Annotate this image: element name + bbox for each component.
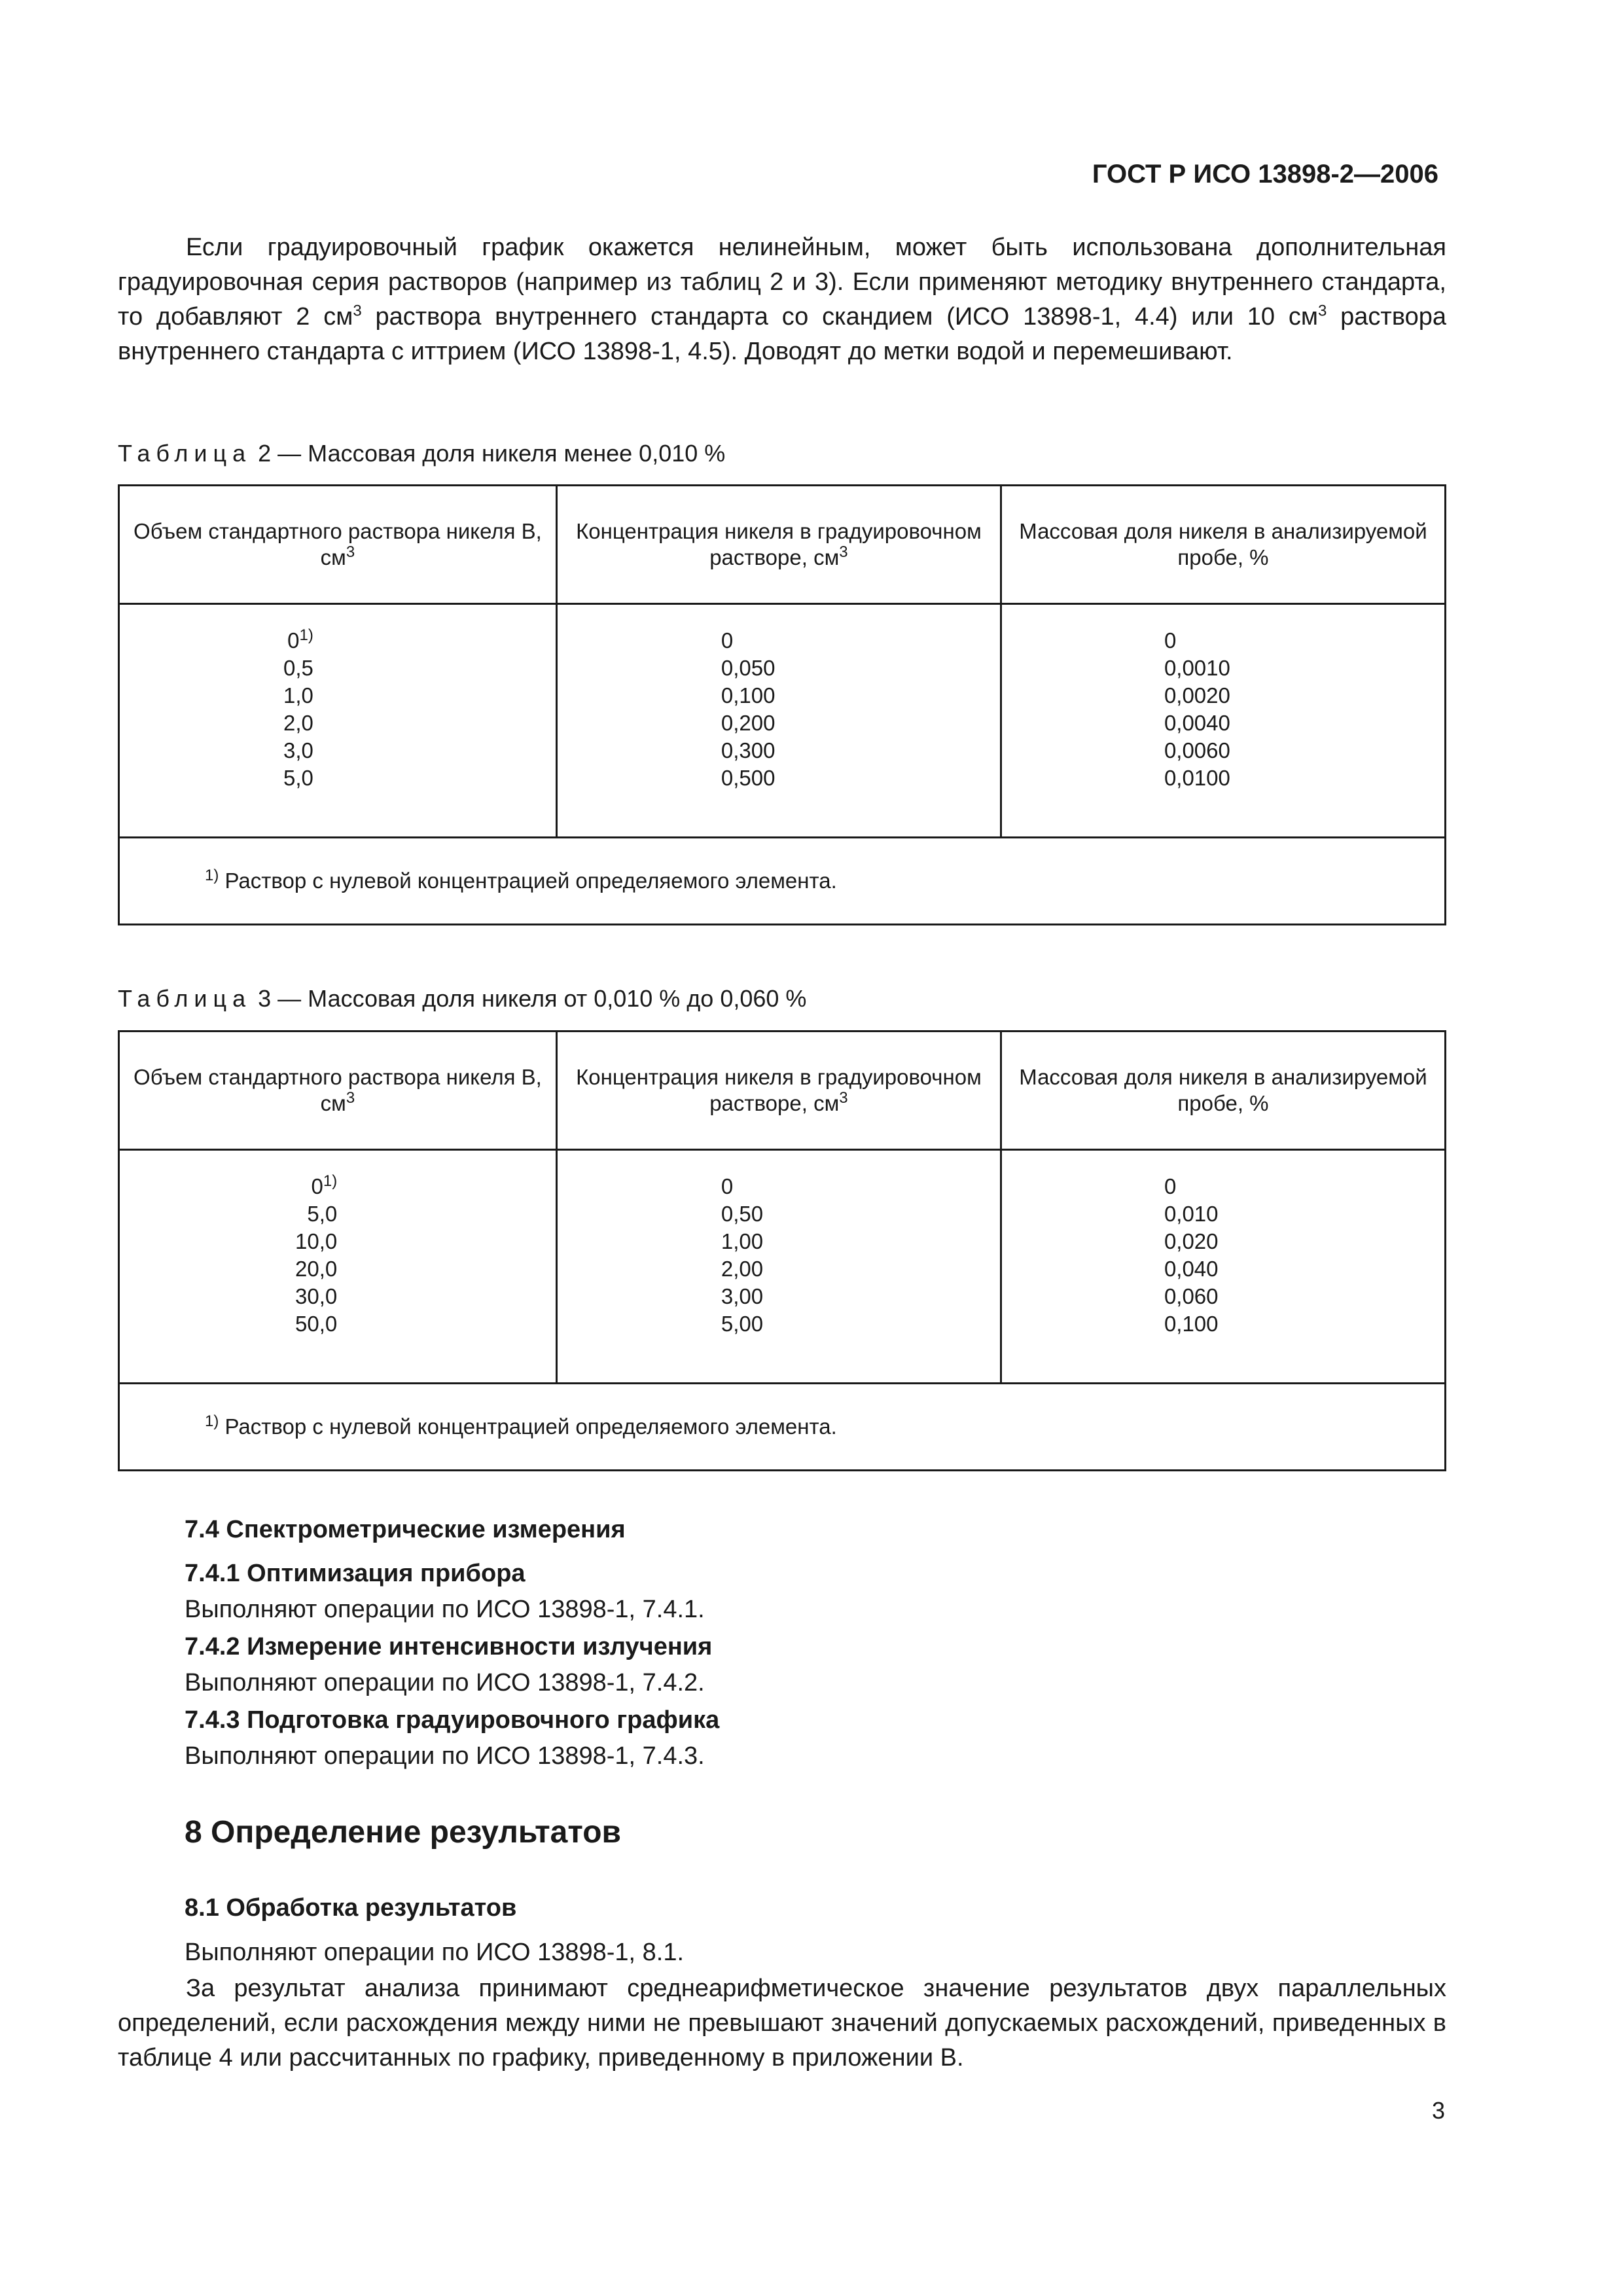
table-cell: 0,100 (1164, 1312, 1219, 1336)
table2-concentration-column (556, 604, 1001, 838)
document-code: ГОСТ Р ИСО 13898-2—2006 (1092, 160, 1438, 188)
page-number: 3 (1431, 2097, 1445, 2124)
table-cell: 0 (1164, 1174, 1177, 1198)
table2-fraction-column (1001, 604, 1445, 838)
table3-header-concentration: Концентрация никеля в градуировочном растворе, $см^3$ (556, 1031, 1001, 1150)
table-cell: 0$^{1)}$ (287, 626, 313, 653)
table-cell: 2,00 (721, 1257, 764, 1281)
table3-concentration-column (556, 1150, 1001, 1384)
table-cell: 0 (1164, 628, 1177, 653)
intro-paragraph: Если градуировочный график окажется нелинейным, может быть использована дополнительная градуировочная серия растворов (например из таблиц 2 и 3). Если применяют методику внутреннего стандарта, то добавляют 2 $см^3$ раствора внутреннего стандарта со скандием (ИСО 13898-1, 4.4) или 10 $см^3$ раствора внутреннего стандарта с иттрием (ИСО 13898-1, 4.5). Доводят до метки водой и перемешивают. (118, 234, 1446, 365)
table-cell: 20,0 (295, 1257, 338, 1281)
table-cell: 0 (721, 1174, 734, 1198)
table3-header-fraction: Массовая доля никеля в анализируемой пробе, % (1001, 1031, 1445, 1150)
table3-header-volume: Объем стандартного раствора никеля В, $см^3$ (119, 1031, 557, 1150)
table-cell: 0,50 (721, 1202, 764, 1226)
section-8-1-heading: 8.1 Обработка результатов (185, 1894, 517, 1922)
table-cell: 0,300 (721, 738, 776, 762)
table2-header-volume: Объем стандартного раствора никеля В, $см^3$ (119, 486, 557, 604)
table-cell: 0,060 (1164, 1284, 1219, 1308)
table2-header-concentration: Концентрация никеля в градуировочном растворе, $см^3$ (556, 486, 1001, 604)
table2-caption: Таблица 2 — Массовая доля никеля менее 0,010 % (118, 440, 726, 467)
table-cell: 0,020 (1164, 1229, 1219, 1253)
table-cell: 10,0 (295, 1229, 338, 1253)
table2-footnote: $^{1)}$ Раствор с нулевой концентрацией определяемого элемента. (119, 838, 1446, 925)
section-8-1-paragraph: За результат анализа принимают среднеарифметическое значение результатов двух параллельных определений, если расхождения между ними не превышают значений допускаемых расхождений, приведенных в таблице 4 или рассчитанных по графику, приведенному в приложении В. (118, 1975, 1446, 2072)
table3 (118, 1030, 1446, 1471)
table-cell: 5,0 (283, 766, 313, 790)
table-cell: 0$^{1)}$ (311, 1172, 338, 1198)
table-cell: 0,5 (283, 656, 313, 680)
table2-header-fraction: Массовая доля никеля в анализируемой пробе, % (1001, 486, 1445, 604)
table-cell: 0,010 (1164, 1202, 1219, 1226)
table-cell: 0,0060 (1164, 738, 1230, 762)
table-cell: 0,500 (721, 766, 776, 790)
table-cell: 30,0 (295, 1284, 338, 1308)
table-cell: 5,00 (721, 1312, 764, 1336)
table-cell: 0,0010 (1164, 656, 1230, 680)
table-cell: 1,00 (721, 1229, 764, 1253)
table-cell: 0,200 (721, 711, 776, 735)
table-cell: 2,0 (283, 711, 313, 735)
section-7-4-2-heading: 7.4.2 Измерение интенсивности излучения (185, 1633, 713, 1660)
table-cell: 1,0 (283, 683, 313, 708)
table2-volume-column (119, 604, 557, 838)
section-7-4-1-text: Выполняют операции по ИСО 13898-1, 7.4.1. (185, 1596, 705, 1623)
table3-footnote: $^{1)}$ Раствор с нулевой концентрацией определяемого элемента. (119, 1384, 1446, 1471)
section-8-1-text: Выполняют операции по ИСО 13898-1, 8.1. (185, 1939, 685, 1966)
section-8-heading: 8 Определение результатов (185, 1815, 622, 1850)
table-cell: 50,0 (295, 1312, 338, 1336)
table2 (118, 484, 1446, 925)
table3-caption: Таблица 3 — Массовая доля никеля от 0,010 % до 0,060 % (118, 985, 807, 1012)
section-7-4-1-heading: 7.4.1 Оптимизация прибора (185, 1560, 526, 1587)
table-cell: 0 (721, 628, 734, 653)
table-cell: 5,0 (307, 1202, 338, 1226)
table-cell: 0,0040 (1164, 711, 1230, 735)
table-cell: 3,00 (721, 1284, 764, 1308)
table-cell: 3,0 (283, 738, 313, 762)
table3-volume-column (119, 1150, 557, 1384)
table-cell: 0,0020 (1164, 683, 1230, 708)
table-cell: 0,040 (1164, 1257, 1219, 1281)
table-cell: 0,050 (721, 656, 776, 680)
section-7-4-2-text: Выполняют операции по ИСО 13898-1, 7.4.2. (185, 1669, 705, 1696)
section-7-4-heading: 7.4 Спектрометрические измерения (185, 1516, 626, 1543)
section-7-4-3-text: Выполняют операции по ИСО 13898-1, 7.4.3. (185, 1742, 705, 1770)
table-cell: 0,0100 (1164, 766, 1230, 790)
section-7-4-3-heading: 7.4.3 Подготовка градуировочного графика (185, 1706, 720, 1734)
table3-fraction-column (1001, 1150, 1445, 1384)
table-cell: 0,100 (721, 683, 776, 708)
